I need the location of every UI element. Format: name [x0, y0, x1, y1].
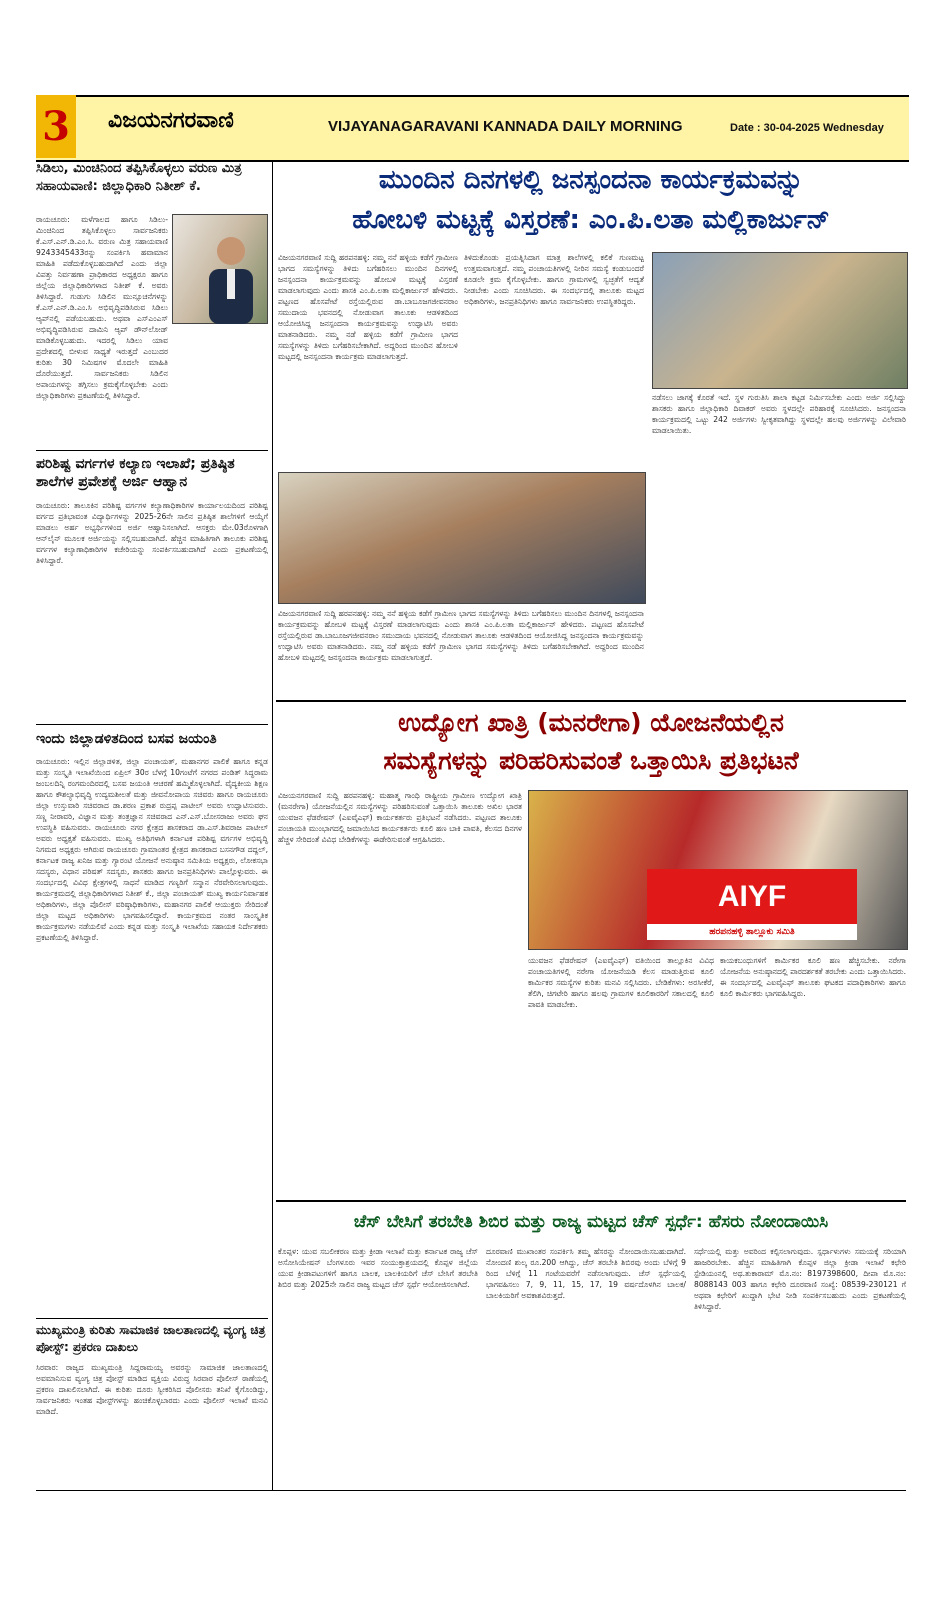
column-divider [272, 160, 273, 1490]
top-story-col-1b: ವಿಜಯನಗರವಾಣಿ ಸುದ್ದಿ ಹರಪನಹಳ್ಳಿ: ನಮ್ಮ ನನೆ ಹಳ್ಳಿಯ ಕಡೆಗೆ ಗ್ರಾಮೀಣ ಭಾಗದ ಸಮಸ್ಯೆಗಳನ್ನು ತಿಳಿದು ಬಗೆಹರಿಸಲು ಮುಂದಿನ ದಿನಗಳಲ್ಲಿ ಜನಸ್ಪಂದನಾ ಕಾರ್ಯಕ್ರಮವನ್ನು ಹೋಬಳಿ ಮಟ್ಟಕ್ಕೆ ವಿಸ್ತರಣೆ ಮಾಡಲಾಗುವುದು ಎಂದು ಶಾಸಕಿ ಎಂ.ಪಿ.ಲತಾ ಮಲ್ಲಿಕಾರ್ಜುನ್ ಹೇಳಿದರು. ಪಟ್ಟಣದ ಹೊಸಪೇಟೆ ರಸ್ತೆಯಲ್ಲಿರುವ ಡಾ.ಬಾಬೂಜಗಜೀವನರಾಂ ಸಮುದಾಯ ಭವನದಲ್ಲಿ ನೋಡುವಾಗ ತಾಲೂಕು ಆಡಳಿತದಿಂದ ಆಯೋಜಿಸಿದ್ದ ಜನಸ್ಪಂದನಾ ಕಾರ್ಯಕ್ರಮವನ್ನು ಉದ್ಘಾಟಿಸಿ ಅವರು ಮಾತನಾಡಿದರು. ನಮ್ಮ ನಡೆ ಹಳ್ಳಿಯ ಕಡೆಗೆ ಗ್ರಾಮೀಣ ಭಾಗದ ಸಮಸ್ಯೆಗಳನ್ನು ತಿಳಿದು ಬಗೆಹರಿಸಬೇಕಾಗಿದೆ. ಅದ್ದರಿಂದ ಮುಂದಿನ ಹೋಬಳಿ ಮಟ್ಟದಲ್ಲಿ ಜನಸ್ಪಂದನಾ ಕಾರ್ಯಕ್ರಮ ಮಾಡಲಾಗುತ್ತದೆ. [278, 609, 644, 662]
issue-date: Date : 30-04-2025 Wednesday [730, 122, 884, 134]
mgnrega-headline-2: ಸಮಸ್ಯೆಗಳನ್ನು ಪರಿಹರಿಸುವಂತೆ ಒತ್ತಾಯಿಸಿ ಪ್ರತಿಭಟನೆ [383, 746, 799, 775]
article-head-st-welfare: ಪರಿಶಿಷ್ಟ ವರ್ಗಗಳ ಕಲ್ಯಾಣ ಇಲಾಖೆ; ಪ್ರತಿಷ್ಠಿತ ಶಾಲೆಗಳ ಪ್ರವೇಶಕ್ಕೆ ಅರ್ಜಿ ಆಹ್ವಾನ [36, 456, 235, 490]
article-head-basava-jayanti: ಇಂದು ಜಿಲ್ಲಾಡಳಿತದಿಂದ ಬಸವ ಜಯಂತಿ [36, 731, 217, 747]
top-story-col-3: ನಡೆಸಲು ಜಾಗಕ್ಕೆ ಕೊರತೆ ಇದೆ. ಸ್ಥಳ ಗುರುತಿಸಿ ಶಾಲಾ ಕಟ್ಟಡ ನಿರ್ಮಿಸಬೇಕು ಎಂದು ಅರ್ಜಿ ಸಲ್ಲಿಸಿದ್ದು ಶಾಸಕರು ಹಾಗೂ ಜಿಲ್ಲಾಧಿಕಾರಿ ದಿವಾಕರ್ ಅವರು ಸ್ಥಳದಲ್ಲೇ ಪರಿಹಾರಕ್ಕೆ ಸೂಚಿಸಿದರು. ಜನಸ್ಪಂದನಾ ಕಾರ್ಯಕ್ರಮದಲ್ಲಿ ಒಟ್ಟು 242 ಅರ್ಜಿಗಳು ಸ್ವೀಕೃತವಾಗಿದ್ದು ಸ್ಥಳದಲ್ಲೇ ಹಲವು ಅರ್ಜಿಗಳನ್ನು ವಿಲೇವಾರಿ ಮಾಡಲಾಯಿತು. [652, 393, 906, 435]
article-body-lightning-a: ರಾಯಚೂರು: ಮಳೆಗಾಲದ ಹಾಗೂ ಸಿಡಿಲು-ಮಿಂಚಿನಿಂದ ತಪ್ಪಿಸಿಕೊಳ್ಳಲು ಸಾರ್ವಜನಿಕರು ಕೆ.ಎಸ್.ಎನ್.ಡಿ.ಎಂ.ಸಿ. ವರುಣ ಮಿತ್ರ ಸಹಾಯವಾಣಿ 9243345433ರನ್ನು ಸಂಪರ್ಕಿಸಿ ಹವಾಮಾನ ಮಾಹಿತಿ ಪಡೆದುಕೊಳ್ಳಬಹುದಾಗಿದೆ ಎಂದು ಜಿಲ್ಲಾ ವಿಪತ್ತು ನಿರ್ವಹಣಾ ಪ್ರಾಧಿಕಾರದ ಅಧ್ಯಕ್ಷರೂ ಹಾಗೂ ಜಿಲ್ಲೆಯ ಜಿಲ್ಲಾಧಿಕಾರಿಗಳಾದ ನಿತೀಶ್ ಕೆ. ಅವರು ತಿಳಿಸಿದ್ದಾರೆ. ಗುಡುಗು ಸಿಡಿಲಿನ ಮುನ್ಸೂಚನೆಗಳನ್ನು ಕೆ.ಎಸ್.ಎನ್.ಡಿ.ಎಂ.ಸಿ ಅಭಿವೃದ್ಧಿಪಡಿಸಿರುವ ಸಿಡಿಲು ಆ್ಯಪ್‌ನಲ್ಲಿ ಪಡೆಯಬಹುದು. ಅಥವಾ ಎಸ್‌ಎಂಎಸ್ ಅಭಿವೃದ್ಧಿಪಡಿಸಿರುವ ದಾಮಿನಿ ಆ್ಯಪ್ ಡೌನ್‌ಲೋಡ್ ಮಾಡಿಕೊಳ್ಳಬಹುದು. ಇದರಲ್ಲಿ ಸಿಡಿಲು ಯಾವ ಪ್ರದೇಶದಲ್ಲಿ ಬೀಳುವ ಸಾಧ್ಯತೆ ಇರುತ್ತದೆ ಎಂಬುದರ ಕುರಿತು 30 ನಿಮಿಷಗಳ ಮೊದಲೇ ಮಾಹಿತಿ ದೊರೆಯುತ್ತದೆ. ಸಾರ್ವಜನಿಕರು ಸಿಡಿಲಿನ ಅಪಾಯಗಳನ್ನು ತಗ್ಗಿಸಲು ಕ್ರಮಕೈಗೊಳ್ಳಬೇಕು ಎಂದು ಜಿಲ್ಲಾಧಿಕಾರಿಗಳು ಪ್ರಕಟಣೆಯಲ್ಲಿ ತಿಳಿಸಿದ್ದಾರೆ. [36, 215, 168, 400]
protest-banner [647, 869, 857, 924]
banner-subtitle: ಹರಪನಹಳ್ಳಿ ತಾಲ್ಲೂಕು ಸಮಿತಿ [647, 924, 857, 940]
top-story-headline-2: ಹೋಬಳಿ ಮಟ್ಟಕ್ಕೆ ವಿಸ್ತರಣೆ: ಎಂ.ಪಿ.ಲತಾ ಮಲ್ಲಿಕಾರ್ಜುನ್ [352, 205, 830, 235]
divider [276, 700, 906, 702]
masthead-kannada: ವಿಜಯನಗರವಾಣಿ [108, 108, 234, 133]
banner-text: AIYF [717, 880, 787, 913]
top-story-col-2: ತಿಳಿದುಕೊಂಡು ಪ್ರಯತ್ನಿಸಿದಾಗ ಮಾತ್ರ ಶಾಲೆಗಳಲ್ಲಿ ಕಲಿಕೆ ಗುಣಮಟ್ಟ ಉತ್ತಮವಾಗುತ್ತದೆ. ನಮ್ಮ ಪಂಚಾಯತಿಗಳಲ್ಲಿ ನೀರಿನ ಸಮಸ್ಯೆ ಕಂಡುಬಂದರೆ ಕೂಡಲೇ ಕ್ರಮ ಕೈಗೊಳ್ಳಬೇಕು. ಹಾಗೂ ಗ್ರಾಮಗಳಲ್ಲಿ ಸ್ವಚ್ಛತೆಗೆ ಆದ್ಯತೆ ನೀಡಬೇಕು ಎಂದು ಸೂಚಿಸಿದರು. ಈ ಸಂದರ್ಭದಲ್ಲಿ ತಾಲೂಕು ಮಟ್ಟದ ಅಧಿಕಾರಿಗಳು, ಜನಪ್ರತಿನಿಧಿಗಳು ಹಾಗೂ ಸಾರ್ವಜನಿಕರು ಉಪಸ್ಥಿತರಿದ್ದರು. [464, 253, 644, 306]
article-head-cm-post: ಮುಖ್ಯಮಂತ್ರಿ ಕುರಿತು ಸಾಮಾಜಿಕ ಜಾಲತಾಣದಲ್ಲಿ ವ್ಯಂಗ್ಯ ಚಿತ್ರ ಪೋಸ್ಟ್: ಪ್ರಕರಣ ದಾಖಲು [36, 1323, 266, 1354]
divider [36, 1318, 268, 1319]
article-body-st-welfare: ರಾಯಚೂರು: ತಾಲೂಕಿನ ಪರಿಶಿಷ್ಟ ವರ್ಗಗಳ ಕಲ್ಯಾಣಾಧಿಕಾರಿಗಳ ಕಾರ್ಯಾಲಯದಿಂದ ಪರಿಶಿಷ್ಟ ವರ್ಗದ ಪ್ರತಿಭಾವಂತ ವಿದ್ಯಾರ್ಥಿಗಳನ್ನು 2025-26ನೇ ಸಾಲಿನ ಪ್ರತಿಷ್ಠಿತ ಶಾಲೆಗಳಿಗೆ ಆಯ್ಕೆಗೆ ಮಾಡಲು ಅರ್ಹ ಅಭ್ಯರ್ಥಿಗಳಿಂದ ಅರ್ಜಿ ಆಹ್ವಾನಿಸಲಾಗಿದೆ. ಆಸಕ್ತರು ಮೇ.03ರೊಳಗಾಗಿ ಆನ್‌ಲೈನ್ ಮೂಲಕ ಅರ್ಜಿಯನ್ನು ಸಲ್ಲಿಸಬಹುದಾಗಿದೆ. ಹೆಚ್ಚಿನ ಮಾಹಿತಿಗಾಗಿ ತಾಲೂಕು ಪರಿಶಿಷ್ಟ ವರ್ಗಗಳ ಕಲ್ಯಾಣಾಧಿಕಾರಿಗಳ ಕಚೇರಿಯನ್ನು ಸಂಪರ್ಕಿಸಬಹುದಾಗಿದೆ ಎಂದು ಪ್ರಕಟಣೆಯಲ್ಲಿ ತಿಳಿಸಿದ್ದಾರೆ. [36, 501, 268, 565]
mgnrega-col-2: ಯುವಜನ ಫೆಡರೇಷನ್ (ಎಐವೈಎಫ್) ವತಿಯಿಂದ ತಾಲ್ಲೂಕಿನ ವಿವಿಧ ಪಂಚಾಯತಿಗಳಲ್ಲಿ ನರೇಗಾ ಯೋಜನೆಯಡಿ ಕೆಲಸ ಮಾಡುತ್ತಿರುವ ಕೂಲಿ ಕಾರ್ಮಿಕರ ಸಮಸ್ಯೆಗಳ ಕುರಿತು ಮನವಿ ಸಲ್ಲಿಸಿದರು. ಬೇಡಿಕೆಗಳು: ಅರಸೀಕೆರೆ, ತೆಲಿಗಿ, ಚಿಗಟೇರಿ ಹಾಗೂ ಹಲವು ಗ್ರಾಮಗಳ ಕೂಲಿಕಾರರಿಗೆ ಸಕಾಲದಲ್ಲಿ ಕೂಲಿ ಪಾವತಿ ಮಾಡಬೇಕು. [528, 956, 714, 1009]
portrait-icon [201, 229, 261, 324]
chess-col-3: ಸರ್ಧೆಯಲ್ಲಿ ಮತ್ತು ಅವರಿಂದ ಕಲ್ಪಿಸಲಾಗುವುದು. ಸ್ಪರ್ಧಾಳುಗಳು ಸಮಯಕ್ಕೆ ಸರಿಯಾಗಿ ಹಾಜರಿರಬೇಕು. ಹೆಚ್ಚಿನ ಮಾಹಿತಿಗಾಗಿ ಕೊಪ್ಪಳ ಜಿಲ್ಲಾ ಕ್ರೀಡಾ ಇಲಾಖೆ ಕಛೇರಿ ಸ್ಟೇಡಿಯಂನಲ್ಲಿ ಅಥ.ತುಕಾರಾಮ್ ಮೊ.ನಂ: 8197398600, ದೀಪಾ ಮೊ.ನಂ: 8088143 003 ಹಾಗೂ ಕಛೇರಿ ದೂರವಾಣಿ ಸಂಖ್ಯೆ: 08539-230121 ಗೆ ಅಥವಾ ಕಛೇರಿಗೆ ಖುದ್ದಾಗಿ ಭೇಟಿ ನೀಡಿ ಸಂಪರ್ಕಿಸಬಹುದು ಎಂದು ಪ್ರಕಟಣೆಯಲ್ಲಿ ತಿಳಿಸಿದ್ದಾರೆ. [694, 1247, 906, 1311]
page-bottom-rule [36, 1490, 906, 1491]
mgnrega-protest-photo [528, 790, 908, 950]
divider [276, 1200, 906, 1202]
top-story-photo-stage [652, 252, 908, 389]
mgnrega-col-3: ಕಾಯಕಬಂಧುಗಳಿಗೆ ಕಾರ್ಮಿಕರ ಕೂಲಿ ಹಣ ಹೆಚ್ಚಿಸಬೇಕು. ನರೇಗಾ ಯೋಜನೆಯ ಅನುಷ್ಠಾನದಲ್ಲಿ ಪಾರದರ್ಶಕತೆ ತರಬೇಕು ಎಂದು ಒತ್ತಾಯಿಸಿದರು. ಈ ಸಂದರ್ಭದಲ್ಲಿ ಎಐವೈಎಫ್ ತಾಲೂಕು ಘಟಕದ ಪದಾಧಿಕಾರಿಗಳು ಹಾಗೂ ಕೂಲಿ ಕಾರ್ಮಿಕರು ಭಾಗವಹಿಸಿದ್ದರು. [720, 956, 906, 998]
page-number: 3 [36, 95, 76, 158]
top-story-headline-1: ಮುಂದಿನ ದಿನಗಳಲ್ಲಿ ಜನಸ್ಪಂದನಾ ಕಾರ್ಯಕ್ರಮವನ್ನು [378, 165, 804, 195]
divider [36, 724, 268, 725]
top-story-col-1: ವಿಜಯನಗರವಾಣಿ ಸುದ್ದಿ ಹರಪನಹಳ್ಳಿ: ನಮ್ಮ ನನೆ ಹಳ್ಳಿಯ ಕಡೆಗೆ ಗ್ರಾಮೀಣ ಭಾಗದ ಸಮಸ್ಯೆಗಳನ್ನು ತಿಳಿದು ಬಗೆಹರಿಸಲು ಮುಂದಿನ ದಿನಗಳಲ್ಲಿ ಜನಸ್ಪಂದನಾ ಕಾರ್ಯಕ್ರಮವನ್ನು ಹೋಬಳಿ ಮಟ್ಟಕ್ಕೆ ವಿಸ್ತರಣೆ ಮಾಡಲಾಗುವುದು ಎಂದು ಶಾಸಕಿ ಎಂ.ಪಿ.ಲತಾ ಮಲ್ಲಿಕಾರ್ಜುನ್ ಹೇಳಿದರು. ಪಟ್ಟಣದ ಹೊಸಪೇಟೆ ರಸ್ತೆಯಲ್ಲಿರುವ ಡಾ.ಬಾಬೂಜಗಜೀವನರಾಂ ಸಮುದಾಯ ಭವನದಲ್ಲಿ ನೋಡುವಾಗ ತಾಲೂಕು ಆಡಳಿತದಿಂದ ಆಯೋಜಿಸಿದ್ದ ಜನಸ್ಪಂದನಾ ಕಾರ್ಯಕ್ರಮವನ್ನು ಉದ್ಘಾಟಿಸಿ ಅವರು ಮಾತನಾಡಿದರು. ನಮ್ಮ ನಡೆ ಹಳ್ಳಿಯ ಕಡೆಗೆ ಗ್ರಾಮೀಣ ಭಾಗದ ಸಮಸ್ಯೆಗಳನ್ನು ತಿಳಿದು ಬಗೆಹರಿಸಬೇಕಾಗಿದೆ. ಅದ್ದರಿಂದ ಮುಂದಿನ ಹೋಬಳಿ ಮಟ್ಟದಲ್ಲಿ ಜನಸ್ಪಂದನಾ ಕಾರ್ಯಕ್ರಮ ಮಾಡಲಾಗುತ್ತದೆ. [278, 253, 458, 361]
top-story-photo-crowd [278, 472, 646, 604]
article-body-cm-post: ಸಿರವಾರ: ರಾಜ್ಯದ ಮುಖ್ಯಮಂತ್ರಿ ಸಿದ್ದರಾಮಯ್ಯ ಅವರನ್ನು ಸಾಮಾಜಿಕ ಜಾಲತಾಣದಲ್ಲಿ ಅವಮಾನಿಸುವ ವ್ಯಂಗ್ಯ ಚಿತ್ರ ಪೋಸ್ಟ್ ಮಾಡಿದ ವ್ಯಕ್ತಿಯ ವಿರುದ್ಧ ಸಿರವಾರ ಪೊಲೀಸ್ ಠಾಣೆಯಲ್ಲಿ ಪ್ರಕರಣ ದಾಖಲಿಸಲಾಗಿದೆ. ಈ ಕುರಿತು ದೂರು ಸ್ವೀಕರಿಸಿದ ಪೊಲೀಸರು ತನಿಖೆ ಕೈಗೊಂಡಿದ್ದು, ಸಾರ್ವಜನಿಕರು ಇಂತಹ ಪೋಸ್ಟ್‌ಗಳನ್ನು ಹಂಚಿಕೊಳ್ಳಬಾರದು ಎಂದು ಪೊಲೀಸ್ ಇಲಾಖೆ ಮನವಿ ಮಾಡಿದೆ. [36, 1363, 268, 1416]
article-body-basava-jayanti: ರಾಯಚೂರು: ಇಲ್ಲಿನ ಜಿಲ್ಲಾಡಳಿತ, ಜಿಲ್ಲಾ ಪಂಚಾಯತ್, ಮಹಾನಗರ ಪಾಲಿಕೆ ಹಾಗೂ ಕನ್ನಡ ಮತ್ತು ಸಂಸ್ಕೃತಿ ಇಲಾಖೆಯಿಂದ ಏಪ್ರಿಲ್ 30ರ ಬೆಳಗ್ಗೆ 10ಗಂಟೆಗೆ ನಗರದ ಪಂಡಿತ್ ಸಿದ್ಧರಾಮ ಜಂಬಲದಿನ್ನಿ ರಂಗಮಂದಿರದಲ್ಲಿ ಬಸವ ಜಯಂತಿ ಆಚರಣೆ ಹಮ್ಮಿಕೊಳ್ಳಲಾಗಿದೆ. ವೈದ್ಯಕೀಯ ಶಿಕ್ಷಣ ಹಾಗೂ ಕೌಶಲ್ಯಾಭಿವೃದ್ಧಿ ಉದ್ಯಮಶೀಲತೆ ಮತ್ತು ಜೀವನೋಪಾಯ ಸಚಿವರು ಹಾಗೂ ರಾಯಚೂರು ಜಿಲ್ಲಾ ಉಸ್ತುವಾರಿ ಸಚಿವರಾದ ಡಾ.ಶರಣ ಪ್ರಕಾಶ ರುದ್ರಪ್ಪ ಪಾಟೀಲ್ ಅವರು ಉದ್ಘಾಟಿಸುವರು. ಸಣ್ಣ ನೀರಾವರಿ, ವಿಜ್ಞಾನ ಮತ್ತು ತಂತ್ರಜ್ಞಾನ ಸಚಿವರಾದ ಎನ್.ಎಸ್.ಬೋಸರಾಜು ಅವರು ಘನ ಉಪಸ್ಥಿತಿ ವಹಿಸುವರು. ರಾಯಚೂರು ನಗರ ಕ್ಷೇತ್ರದ ಶಾಸಕರಾದ ಡಾ.ಎಸ್.ಶಿವರಾಜ ಪಾಟೀಲ್ ಅವರು ಅಧ್ಯಕ್ಷತೆ ವಹಿಸುವರು. ಮುಖ್ಯ ಅತಿಥಿಗಳಾಗಿ ಕರ್ನಾಟಕ ಪರಿಶಿಷ್ಟ ವರ್ಗಗಳ ಅಭಿವೃದ್ಧಿ ನಿಗಮದ ಅಧ್ಯಕ್ಷರು ಆಗಿರುವ ರಾಯಚೂರು ಗ್ರಾಮಾಂತರ ಕ್ಷೇತ್ರದ ಶಾಸಕರಾದ ಬಸನಗೌಡ ದದ್ದಲ್, ಕರ್ನಾಟಕ ರಾಜ್ಯ ಖನಿಜ ಮತ್ತು ಗ್ಯಾರಂಟಿ ಯೋಜನೆ ಅನುಷ್ಠಾನ ಸಮಿತಿಯ ಅಧ್ಯಕ್ಷರು, ಲೋಕಸಭಾ ಸದಸ್ಯರು, ವಿಧಾನ ಪರಿಷತ್ ಸದಸ್ಯರು, ಶಾಸಕರು ಹಾಗೂ ಜನಪ್ರತಿನಿಧಿಗಳು ಪಾಲ್ಗೊಳ್ಳುವರು. ಈ ಸಂದರ್ಭದಲ್ಲಿ ವಿವಿಧ ಕ್ಷೇತ್ರಗಳಲ್ಲಿ ಸಾಧನೆ ಮಾಡಿದ ಗಣ್ಯರಿಗೆ ಸನ್ಮಾನ ನೆರವೇರಿಸಲಾಗುವುದು. ಕಾರ್ಯಕ್ರಮದಲ್ಲಿ ಜಿಲ್ಲಾಧಿಕಾರಿಗಳಾದ ನಿತೀಶ್ ಕೆ., ಜಿಲ್ಲಾ ಪಂಚಾಯತ್ ಮುಖ್ಯ ಕಾರ್ಯನಿರ್ವಾಹಕ ಅಧಿಕಾರಿಗಳು, ಜಿಲ್ಲಾ ಪೊಲೀಸ್ ವರಿಷ್ಠಾಧಿಕಾರಿಗಳು, ಮಹಾನಗರ ಪಾಲಿಕೆ ಆಯುಕ್ತರು ಸೇರಿದಂತೆ ಜಿಲ್ಲಾ ಮಟ್ಟದ ಅಧಿಕಾರಿಗಳು ಭಾಗವಹಿಸಲಿದ್ದಾರೆ. ಕಾರ್ಯಕ್ರಮದ ನಂತರ ಸಾಂಸ್ಕೃತಿಕ ಕಾರ್ಯಕ್ರಮಗಳು ನಡೆಯಲಿವೆ ಎಂದು ಕನ್ನಡ ಮತ್ತು ಸಂಸ್ಕೃತಿ ಇಲಾಖೆಯ ಸಹಾಯಕ ನಿರ್ದೇಶಕರು ಪ್ರಕಟಣೆಯಲ್ಲಿ ತಿಳಿಸಿದ್ದಾರೆ. [36, 757, 268, 942]
chess-col-2: ದೂರವಾಣಿ ಮುಖಾಂತರ ಸಂಪರ್ಕಿಸಿ ತಮ್ಮ ಹೆಸರನ್ನು ನೋಂದಾಯಿಸಬಹುದಾಗಿದೆ. ನೋಂದಣಿ ಶುಲ್ಕ ರೂ.200 ಆಗಿದ್ದು, ಚೆಸ್ ತರಬೇತಿ ಶಿಬಿರವು ಅಂದು ಬೆಳಿಗ್ಗೆ 9 ರಿಂದ ಬೆಳಿಗ್ಗೆ 11 ಗಂಟೆಯವರೆಗೆ ನಡೆಸಲಾಗುವುದು. ಚೆಸ್ ಸ್ಪರ್ಧೆಯಲ್ಲಿ ಭಾಗವಹಿಸಲು 7, 9, 11, 15, 17, 19 ವರ್ಷದೊಳಗಿನ ಬಾಲಕ/ಬಾಲಕಿಯರಿಗೆ ಅವಕಾಶವಿರುತ್ತದೆ. [486, 1247, 686, 1300]
chess-col-1: ಕೊಪ್ಪಳ: ಯುವ ಸಬಲೀಕರಣ ಮತ್ತು ಕ್ರೀಡಾ ಇಲಾಖೆ ಮತ್ತು ಕರ್ನಾಟಕ ರಾಜ್ಯ ಚೆಸ್ ಅಸೋಸಿಯೇಷನ್ ಬೆಂಗಳೂರು ಇವರ ಸಂಯುಕ್ತಾಶ್ರಯದಲ್ಲಿ ಕೊಪ್ಪಳ ಜಿಲ್ಲೆಯ ಯುವ ಕ್ರೀಡಾಪಟುಗಳಿಗೆ ಹಾಗೂ ಬಾಲಕ, ಬಾಲಕಿಯರಿಗೆ ಚೆಸ್ ಬೇಸಿಗೆ ತರಬೇತಿ ಶಿಬಿರ ಮತ್ತು 2025ನೇ ಸಾಲಿನ ರಾಜ್ಯ ಮಟ್ಟದ ಚೆಸ್ ಸ್ಪರ್ಧೆ ಆಯೋಜಿಸಲಾಗಿದೆ. [278, 1247, 478, 1289]
mgnrega-headline-1: ಉದ್ಯೋಗ ಖಾತ್ರಿ (ಮನರೇಗಾ) ಯೋಜನೆಯಲ್ಲಿನ [398, 708, 784, 737]
divider [36, 450, 268, 451]
masthead-english: VIJAYANAGARAVANI KANNADA DAILY MORNING [328, 118, 683, 135]
chess-headline: ಚೆಸ್ ಬೇಸಿಗೆ ತರಬೇತಿ ಶಿಬಿರ ಮತ್ತು ರಾಜ್ಯ ಮಟ್ಟದ ಚೆಸ್ ಸ್ಪರ್ಧೆ: ಹೆಸರು ನೋಂದಾಯಿಸಿ [353, 1212, 829, 1232]
article-head-lightning: ಸಿಡಿಲು, ಮಿಂಚಿನಿಂದ ತಪ್ಪಿಸಿಕೊಳ್ಳಲು ವರುಣ ಮಿತ್ರ ಸಹಾಯವಾಣಿ: ಜಿಲ್ಲಾಧಿಕಾರಿ ನಿತೀಶ್ ಕೆ. [36, 161, 242, 194]
collector-photo [172, 214, 268, 324]
mgnrega-col-1: ವಿಜಯನಗರವಾಣಿ ಸುದ್ದಿ ಹರಪನಹಳ್ಳಿ: ಮಹಾತ್ಮ ಗಾಂಧಿ ರಾಷ್ಟ್ರೀಯ ಗ್ರಾಮೀಣ ಉದ್ಯೋಗ ಖಾತ್ರಿ (ಮನರೇಗಾ) ಯೋಜನೆಯಲ್ಲಿನ ಸಮಸ್ಯೆಗಳನ್ನು ಪರಿಹರಿಸುವಂತೆ ಒತ್ತಾಯಿಸಿ ತಾಲೂಕು ಅಖಿಲ ಭಾರತ ಯುವಜನ ಫೆಡರೇಷನ್ (ಎಐವೈಎಫ್) ಕಾರ್ಯಕರ್ತರು ಪ್ರತಿಭಟನೆ ನಡೆಸಿದರು. ಪಟ್ಟಣದ ತಾಲೂಕು ಪಂಚಾಯತಿ ಮುಂಭಾಗದಲ್ಲಿ ಜಮಾಯಿಸಿದ ಕಾರ್ಯಕರ್ತರು ಕೂಲಿ ಹಣ ಬಾಕಿ ಪಾವತಿ, ಕೆಲಸದ ದಿನಗಳ ಹೆಚ್ಚಳ ಸೇರಿದಂತೆ ವಿವಿಧ ಬೇಡಿಕೆಗಳನ್ನು ಈಡೇರಿಸುವಂತೆ ಆಗ್ರಹಿಸಿದರು. [278, 791, 522, 844]
